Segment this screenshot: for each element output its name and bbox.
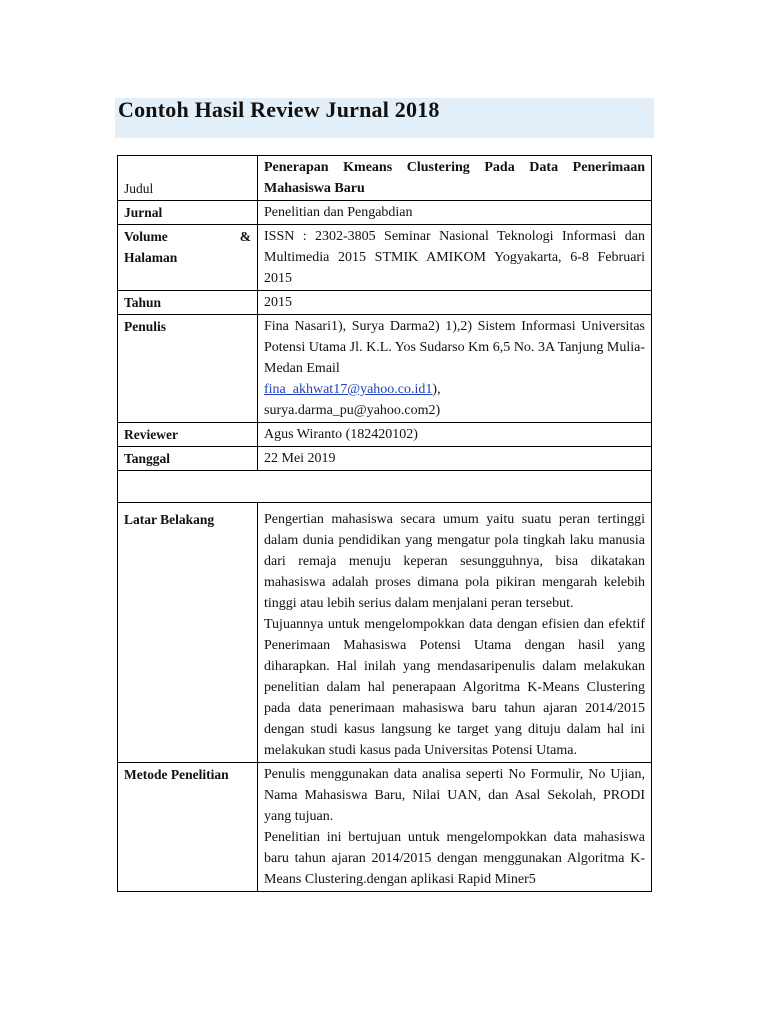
label-reviewer: Reviewer [118, 423, 258, 447]
metode-para-2: Penelitian ini bertujuan untuk mengelompokkan data mahasiswa baru tahun ajaran 2014/2015 dengan menggunakan Algoritma K-Means Clustering.dengan aplikasi Rapid Miner5 [264, 830, 645, 887]
row-spacer [118, 471, 652, 503]
latar-para-2: Tujuannya untuk mengelompokkan data dengan efisien dan efektif Penerimaan Mahasiswa Potensi Utama dengan hasil yang diharapkan. Hal inilah yang mendasaripenulis dalam melakukan penelitian dalam hal penerapaan Algoritma K-Means Clustering pada data penerimaan mahasiswa baru tahun ajaran 2014/2015 dengan studi kasus langsung ke target yang dituju dalam hal ini melakukan studi kasus pada Universitas Potensi Utama. [264, 617, 645, 758]
value-jurnal: Penelitian dan Pengabdian [258, 201, 652, 225]
penulis-text: Fina Nasari1), Surya Darma2) 1),2) Sistem Informasi Universitas Potensi Utama Jl. K.L. Yos Sudarso Km 6,5 No. 3A Tanjung Mulia-Medan Email [264, 319, 645, 376]
label-judul-text: Judul [124, 181, 154, 196]
label-volume [118, 225, 258, 291]
label-volume-amp: & [239, 229, 251, 244]
row-tahun [118, 291, 652, 315]
value-judul: Penerapan Kmeans Clustering Pada Data Penerimaan Mahasiswa Baru [258, 156, 652, 201]
metode-para-1: Penulis menggunakan data analisa seperti No Formulir, No Ujian, Nama Mahasiswa Baru, Nilai UAN, dan Asal Sekolah, PRODI yang tujuan. [264, 767, 645, 824]
value-volume: ISSN : 2302-3805 Seminar Nasional Teknologi Informasi dan Multimedia 2015 STMIK AMIKOM Yogyakarta, 6-8 Februari 2015 [258, 225, 652, 291]
label-volume-b: Halaman [124, 250, 178, 265]
label-volume-a: Volume [124, 229, 168, 244]
row-latar [118, 503, 652, 763]
row-judul [118, 156, 652, 201]
label-judul [118, 156, 258, 201]
row-penulis [118, 315, 652, 423]
label-jurnal: Jurnal [118, 201, 258, 225]
value-penulis [258, 315, 652, 423]
review-table [117, 155, 652, 892]
label-tahun: Tahun [118, 291, 258, 315]
email-2: surya.darma_pu@yahoo.com2) [264, 403, 441, 418]
value-metode [258, 763, 652, 892]
row-tanggal [118, 447, 652, 471]
row-reviewer [118, 423, 652, 447]
value-tahun: 2015 [258, 291, 652, 315]
row-jurnal [118, 201, 652, 225]
email-suffix: ), [432, 382, 441, 397]
label-metode: Metode Penelitian [118, 763, 258, 892]
label-tanggal: Tanggal [118, 447, 258, 471]
row-volume [118, 225, 652, 291]
label-penulis: Penulis [118, 315, 258, 423]
spacer-cell [118, 471, 652, 503]
row-metode [118, 763, 652, 892]
value-latar [258, 503, 652, 763]
value-tanggal: 22 Mei 2019 [258, 447, 652, 471]
label-latar: Latar Belakang [118, 503, 258, 763]
email-link[interactable]: fina_akhwat17@yahoo.co.id1 [264, 382, 433, 397]
value-reviewer: Agus Wiranto (182420102) [258, 423, 652, 447]
page-title: Contoh Hasil Review Jurnal 2018 [118, 97, 440, 122]
latar-para-1: Pengertian mahasiswa secara umum yaitu suatu peran tertinggi dalam dunia pendidikan yang mengatur pola tingkah laku manusia dari remaja menuju keperan sesungguhnya, bisa dikatakan mahasiswa adalah proses dimana pola pikiran mengarah kelebih tinggi atau lebih serius dalam menjalani peran tersebut. [264, 512, 645, 611]
